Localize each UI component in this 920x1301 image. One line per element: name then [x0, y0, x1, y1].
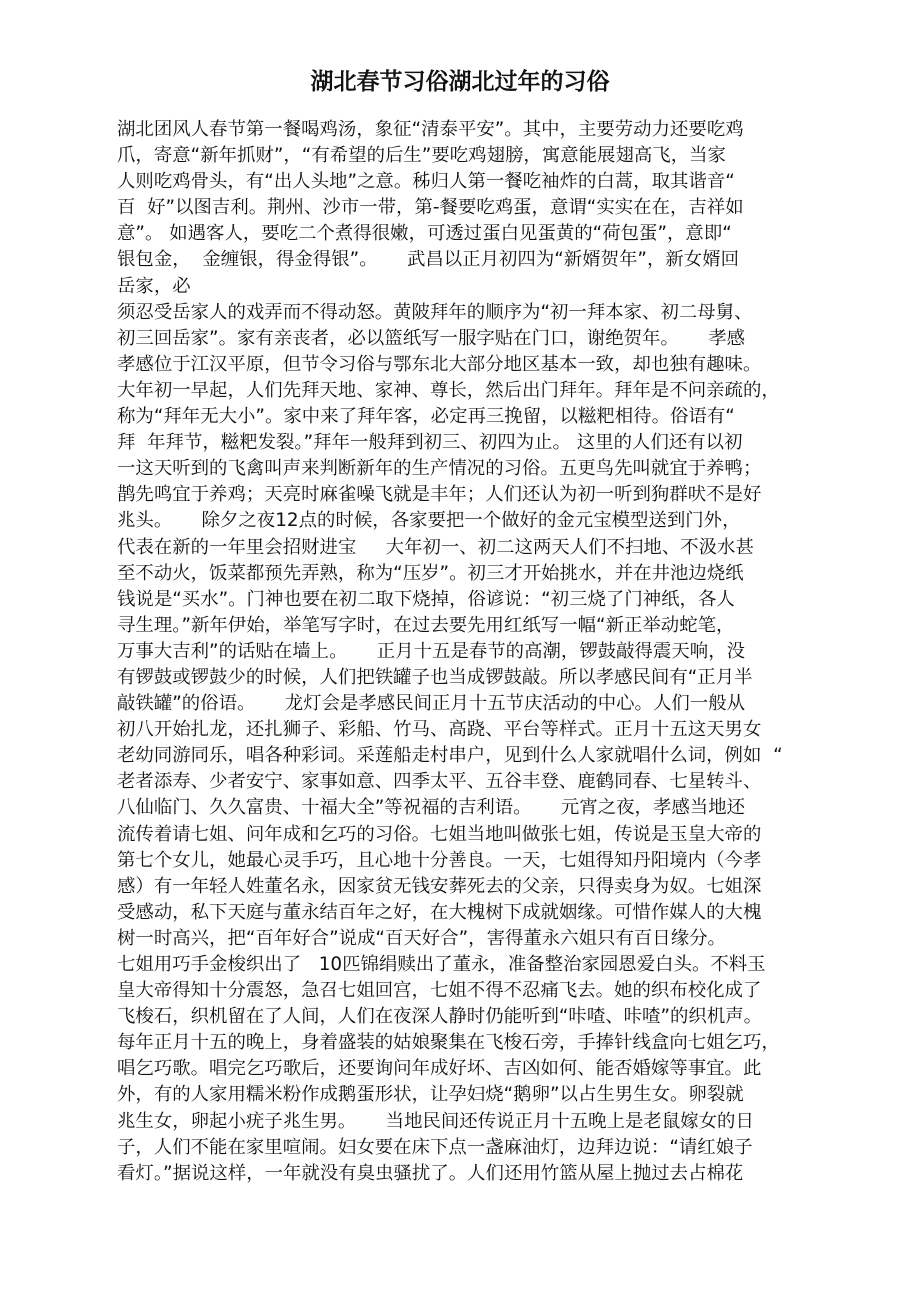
- text-line: 老幼同游同乐，唱各种彩词。采莲船走村串户，见到什么人家就唱什么词，例如 “: [117, 745, 783, 767]
- text-line: 敲铁罐”的俗语。 龙灯会是孝感民间正月十五节庆活动的中心。人们一般从: [117, 693, 746, 715]
- text-line: 大年初一早起，人们先拜天地、家神、尊长，然后出门拜年。拜年是不问亲疏的，: [117, 379, 780, 401]
- text-line: 人则吃鸡骨头，有“出人头地”之意。秭归人第一餐吃袖炸的白蒿，取其谐音“: [117, 171, 735, 193]
- text-line: 爪，寄意“新年抓财”，“有希望的后生”要吃鸡翅膀，寓意能展翅高飞，当家: [117, 145, 726, 167]
- text-line: 皇大帝得知十分震怒，急召七姐回宫，七姐不得不忍痛飞去。她的织布校化成了: [117, 980, 762, 1002]
- text-line: 一这天听到的飞禽叫声来判断新年的生产情况的习俗。五更鸟先叫就宜于养鸭；: [117, 458, 762, 480]
- text-line: 流传着请七姐、问年成和乞巧的习俗。七姐当地叫做张七姐，传说是玉皇大帝的: [117, 823, 762, 845]
- text-line: 外，有的人家用糯米粉作成鹅蛋形状，让孕妇烧“鹅卵”以占生男生女。卵裂就: [117, 1084, 744, 1106]
- text-line: 拜 年拜节，糍粑发裂。”拜年一般拜到初三、初四为止。 这里的人们还有以初: [117, 432, 743, 454]
- text-line: 兆生女，卵起小疣子兆生男。 当地民间还传说正月十五晚上是老鼠嫁女的日: [117, 1110, 754, 1132]
- text-line: 湖北团风人春节第一餐喝鸡汤，象征“清泰平安”。其中，主要劳动力还要吃鸡: [117, 119, 744, 140]
- text-line: 孝感位于江汉平原，但节令习俗与鄂东北大部分地区基本一致，却也独有趣味。: [117, 353, 762, 375]
- text-line: 百 好”以图吉利。荆州、沙市一带，第-餐要吃鸡蛋，意谓“实实在在，吉祥如: [117, 197, 744, 219]
- text-line: 有锣鼓或锣鼓少的时候，人们把铁罐子也当成锣鼓敲。所以孝感民间有“正月半: [117, 666, 753, 688]
- text-line: 八仙临门、久久富贵、十福大全”等祝福的吉利语。 元宵之夜，孝感当地还: [117, 797, 746, 819]
- text-line: 树一时高兴，把“百年好合”说成“百天好合”，害得董永六姐只有百日缘分。: [117, 927, 726, 949]
- document-title: 湖北春节习俗湖北过年的习俗: [310, 69, 610, 95]
- text-line: 子，人们不能在家里喧闹。妇女要在床下点一盏麻油灯，边拜边说：“请红娘子: [117, 1136, 753, 1158]
- text-line: 看灯。”据说这样，一年就没有臭虫骚扰了。人们还用竹篮从屋上抛过去占棉花: [117, 1162, 744, 1184]
- text-line: 初八开始扎龙，还扎狮子、彩船、竹马、高跷、平台等样式。正月十五这天男女: [117, 719, 762, 741]
- text-line: 唱乞巧歌。唱完乞巧歌后，还要询问年成好坏、吉凶如何、能否婚嫁等事宜。此: [117, 1058, 762, 1080]
- text-line: 老者添寿、少者安宁、家事如意、四季太平、五谷丰登、鹿鹤同春、七星转斗、: [117, 771, 762, 793]
- text-line: 初三回岳家”。家有亲丧者，必以篮纸写一服字贴在门口，谢绝贺年。 孝感: [117, 327, 746, 349]
- text-line: 钱说是“买水”。门神也要在初二取下烧掉，俗谚说：“初三烧了门神纸，各人: [117, 588, 735, 610]
- text-line: 至不动火，饭菜都预先弄熟，称为“压岁”。初三才开始挑水，并在井池边烧纸: [117, 562, 744, 584]
- text-line: 万事大吉利”的话贴在墙上。 正月十五是春节的高潮，锣鼓敲得震天响，没: [117, 640, 746, 662]
- text-line: 岳家，必: [117, 275, 191, 297]
- text-line: 意”。 如遇客人，要吃二个煮得很嫩，可透过蛋白见蛋黄的“荷包蛋”，意即“: [117, 223, 732, 245]
- text-line: 第七个女儿，她最心灵手巧，且心地十分善良。一天，七姐得知丹阳境内（今孝: [117, 849, 762, 871]
- text-line: 代表在新的一年里会招财进宝 大年初一、初二这两天人们不扫地、不汲水甚: [117, 536, 754, 558]
- text-line: 须忍受岳家人的戏弄而不得动怒。黄陂拜年的顺序为“初一拜本家、初二母舅、: [117, 301, 753, 323]
- text-line: 兆头。 除夕之夜12点的时候，各家要把一个做好的金元宝模型送到门外，: [117, 510, 741, 532]
- text-line: 寻生理。”新年伊始，举笔写字时，在过去要先用红纸写一幅“新正举动蛇笔，: [117, 614, 735, 636]
- text-line: 七姐用巧手金梭织出了 10匹锦绢赎出了董永，准备整治家园恩爱白头。不料玉: [117, 954, 766, 975]
- text-line: 感）有一年轻人姓董名永，因家贫无钱安葬死去的父亲，只得卖身为奴。七姐深: [117, 875, 762, 897]
- text-line: 银包金， 金缠银，得金得银”。 武昌以正月初四为“新婿贺年”，新女婿回: [117, 249, 740, 271]
- text-line: 称为“拜年无大小”。家中来了拜年客，必定再三挽留，以糍粑相待。俗语有“: [117, 406, 735, 428]
- document-body: [117, 117, 817, 1187]
- text-line: 鹊先鸣宜于养鸡；天亮时麻雀噪飞就是丰年；人们还认为初一听到狗群吠不是好: [117, 484, 762, 506]
- text-line: 飞梭石，织机留在了人间，人们在夜深人静时仍能听到“咔喳、咔喳”的织机声。: [117, 1006, 763, 1028]
- text-line: 每年正月十五的晚上，身着盛装的姑娘聚集在飞梭石旁，手捧针线盒向七姐乞巧，: [117, 1032, 780, 1054]
- text-line: 受感动，私下天庭与董永结百年之好，在大槐树下成就姻缘。可惜作媒人的大槐: [117, 901, 762, 923]
